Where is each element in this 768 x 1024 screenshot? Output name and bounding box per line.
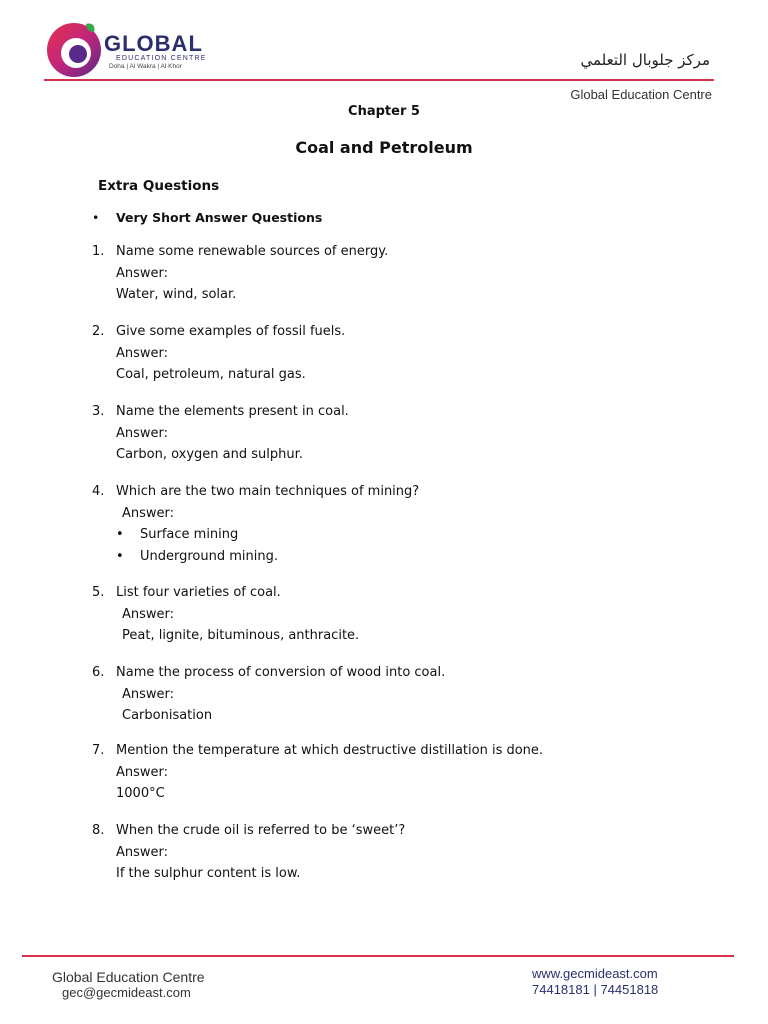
- answer-label: Answer:: [122, 505, 175, 521]
- question-text: When the crude oil is referred to be ‘sweet’?: [116, 823, 406, 838]
- answer-label: Answer:: [122, 606, 175, 622]
- question-text: Name the process of conversion of wood into coal.: [116, 665, 446, 680]
- subsection-heading: Very Short Answer Questions: [116, 210, 323, 225]
- question-number: 4.: [92, 484, 105, 499]
- answer-label: Answer:: [116, 425, 169, 441]
- answer-text: Water, wind, solar.: [116, 287, 237, 302]
- answer-label: Answer:: [116, 265, 169, 281]
- question-text: List four varieties of coal.: [116, 585, 281, 600]
- question-text: Mention the temperature at which destructive distillation is done.: [116, 743, 544, 758]
- question-number: 7.: [92, 743, 105, 758]
- answer-label: Answer:: [116, 844, 169, 860]
- question-number: 3.: [92, 404, 105, 419]
- footer-divider: [22, 955, 734, 957]
- footer-website-link[interactable]: www.gecmideast.com: [532, 966, 658, 981]
- logo-wordmark: GLOBAL: [104, 31, 203, 56]
- answer-text: If the sulphur content is low.: [116, 866, 301, 881]
- answer-list-item: Surface mining: [140, 527, 239, 542]
- subsection-bullet: •: [92, 210, 100, 225]
- answer-label: Answer:: [122, 686, 175, 702]
- question-text: Which are the two main techniques of mining?: [116, 484, 420, 499]
- section-heading: Extra Questions: [98, 178, 220, 194]
- logo-locations: Doha | Al Wakra | Al Khor: [109, 63, 182, 70]
- answer-text: Coal, petroleum, natural gas.: [116, 367, 306, 382]
- answer-bullet: •: [116, 527, 124, 542]
- answer-text: Carbon, oxygen and sulphur.: [116, 447, 303, 462]
- question-number: 1.: [92, 244, 105, 259]
- question-text: Give some examples of fossil fuels.: [116, 324, 346, 339]
- chapter-label: Chapter 5: [348, 104, 420, 119]
- answer-list-item: Underground mining.: [140, 548, 278, 564]
- question-number: 8.: [92, 823, 105, 838]
- header-divider: [44, 79, 714, 81]
- answer-label: Answer:: [116, 345, 169, 361]
- question-number: 6.: [92, 665, 105, 680]
- question-text: Name some renewable sources of energy.: [116, 244, 389, 259]
- answer-bullet: •: [116, 548, 124, 564]
- question-number: 2.: [92, 324, 105, 339]
- question-number: 5.: [92, 585, 105, 600]
- footer-phone: 74418181 | 74451818: [532, 982, 659, 997]
- header-org-name: Global Education Centre: [570, 87, 712, 102]
- answer-text: 1000°C: [116, 786, 165, 801]
- page-title: Coal and Petroleum: [295, 138, 473, 157]
- arabic-org-name: مركز جلوبال التعلمي: [580, 51, 710, 69]
- answer-text: Peat, lignite, bituminous, anthracite.: [122, 628, 360, 643]
- logo-subtitle: EDUCATION CENTRE: [116, 55, 207, 62]
- footer-org-name: Global Education Centre: [52, 969, 205, 985]
- question-text: Name the elements present in coal.: [116, 404, 349, 419]
- footer-email-link[interactable]: gec@gecmideast.com: [62, 985, 191, 1000]
- answer-text: Carbonisation: [122, 708, 213, 723]
- answer-label: Answer:: [116, 764, 169, 780]
